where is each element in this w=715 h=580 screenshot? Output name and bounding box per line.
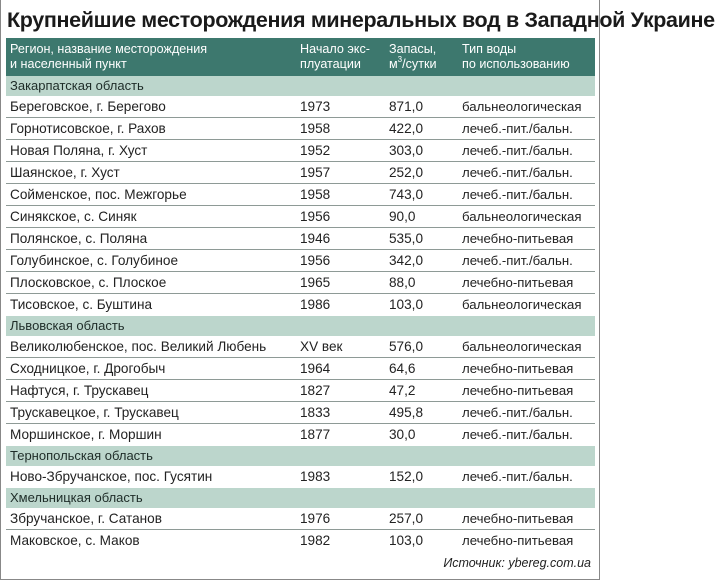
table-row bbox=[6, 184, 595, 206]
table-row bbox=[6, 530, 595, 552]
cell-water-type: лечеб.-пит./бальн. bbox=[462, 253, 573, 268]
cell-deposit: Голубинское, с. Голубиное bbox=[10, 253, 179, 268]
cell-deposit: Новая Поляна, г. Хуст bbox=[10, 143, 148, 158]
cell-water-type: лечеб.-пит./бальн. bbox=[462, 121, 573, 136]
cell-water-type: лечеб.-пит./бальн. bbox=[462, 187, 573, 202]
table-row bbox=[6, 358, 595, 380]
table-row bbox=[6, 466, 595, 488]
cell-deposit: Синякское, с. Синяк bbox=[10, 209, 137, 224]
region-rows bbox=[6, 96, 595, 316]
cell-deposit: Горнотисовское, г. Рахов bbox=[10, 121, 166, 136]
header-region-line1: Регион, название месторождения bbox=[10, 42, 208, 56]
region-section-header bbox=[6, 76, 595, 96]
cell-deposit: Шаянское, г. Хуст bbox=[10, 165, 120, 180]
cell-start-year: XV век bbox=[300, 339, 343, 354]
cell-reserves: 303,0 bbox=[389, 143, 424, 158]
header-type bbox=[462, 42, 570, 72]
cell-water-type: лечебно-питьевая bbox=[462, 511, 574, 526]
region-rows bbox=[6, 508, 595, 552]
cell-start-year: 1958 bbox=[300, 187, 331, 202]
cell-water-type: лечеб.-пит./бальн. bbox=[462, 427, 573, 442]
cell-deposit: Сходницкое, г. Дрогобыч bbox=[10, 361, 166, 376]
header-start bbox=[300, 42, 370, 72]
cell-reserves: 576,0 bbox=[389, 339, 424, 354]
table-row bbox=[6, 508, 595, 530]
header-type-line1: Тип воды bbox=[462, 42, 517, 56]
cell-start-year: 1958 bbox=[300, 121, 331, 136]
table-row bbox=[6, 250, 595, 272]
cell-water-type: лечебно-питьевая bbox=[462, 361, 574, 376]
cell-water-type: лечебно-питьевая bbox=[462, 533, 574, 548]
cell-reserves: 535,0 bbox=[389, 231, 424, 246]
cell-deposit: Сойменское, пос. Межгорье bbox=[10, 187, 187, 202]
header-reserves-unit-sup: 3 bbox=[397, 54, 403, 64]
header-region-line2: и населенный пункт bbox=[10, 57, 127, 71]
region-section-header bbox=[6, 446, 595, 466]
region-name: Закарпатская область bbox=[10, 78, 144, 93]
cell-reserves: 152,0 bbox=[389, 469, 424, 484]
cell-deposit: Береговское, г. Берегово bbox=[10, 99, 166, 114]
header-reserves-unit: м bbox=[389, 57, 398, 71]
cell-deposit: Великолюбенское, пос. Великий Любень bbox=[10, 339, 267, 354]
cell-water-type: лечеб.-пит./бальн. bbox=[462, 165, 573, 180]
cell-start-year: 1976 bbox=[300, 511, 331, 526]
cell-water-type: бальнеологическая bbox=[462, 209, 582, 224]
header-start-line1: Начало экс- bbox=[300, 42, 370, 56]
page-title: Крупнейшие месторождения минеральных вод в Западной Украине bbox=[7, 8, 715, 32]
cell-water-type: бальнеологическая bbox=[462, 297, 582, 312]
cell-start-year: 1956 bbox=[300, 209, 331, 224]
table-row bbox=[6, 140, 595, 162]
cell-reserves: 103,0 bbox=[389, 297, 424, 312]
region-rows bbox=[6, 336, 595, 446]
table-row bbox=[6, 206, 595, 228]
cell-start-year: 1965 bbox=[300, 275, 331, 290]
table-row bbox=[6, 336, 595, 358]
cell-water-type: лечеб.-пит./бальн. bbox=[462, 405, 573, 420]
region-name: Львовская область bbox=[10, 318, 125, 333]
cell-reserves: 495,8 bbox=[389, 405, 424, 420]
cell-reserves: 743,0 bbox=[389, 187, 424, 202]
cell-deposit: Ново-Збручанское, пос. Гусятин bbox=[10, 469, 213, 484]
table-row bbox=[6, 402, 595, 424]
header-reserves-line1: Запасы, bbox=[389, 42, 437, 56]
cell-deposit: Полянское, с. Поляна bbox=[10, 231, 148, 246]
table-row bbox=[6, 118, 595, 140]
header-reserves bbox=[389, 42, 437, 72]
cell-water-type: бальнеологическая bbox=[462, 339, 582, 354]
table-row bbox=[6, 424, 595, 446]
cell-start-year: 1957 bbox=[300, 165, 331, 180]
cell-water-type: лечебно-питьевая bbox=[462, 383, 574, 398]
header-type-line2: по использованию bbox=[462, 57, 570, 71]
cell-start-year: 1973 bbox=[300, 99, 331, 114]
table-header bbox=[6, 38, 595, 76]
table-row bbox=[6, 228, 595, 250]
region-name: Хмельницкая область bbox=[10, 490, 143, 505]
cell-deposit: Тисовское, с. Буштина bbox=[10, 297, 153, 312]
cell-reserves: 422,0 bbox=[389, 121, 424, 136]
cell-water-type: лечебно-питьевая bbox=[462, 275, 574, 290]
cell-start-year: 1877 bbox=[300, 427, 331, 442]
data-table bbox=[6, 38, 595, 552]
table-body bbox=[6, 76, 595, 552]
table-row bbox=[6, 96, 595, 118]
cell-start-year: 1956 bbox=[300, 253, 331, 268]
cell-reserves: 103,0 bbox=[389, 533, 424, 548]
cell-reserves: 30,0 bbox=[389, 427, 416, 442]
table-row bbox=[6, 294, 595, 316]
cell-deposit: Маковское, с. Маков bbox=[10, 533, 140, 548]
cell-deposit: Плосковское, с. Плоское bbox=[10, 275, 167, 290]
cell-water-type: лечеб.-пит./бальн. bbox=[462, 143, 573, 158]
region-section-header bbox=[6, 488, 595, 508]
cell-start-year: 1946 bbox=[300, 231, 331, 246]
cell-deposit: Моршинское, г. Моршин bbox=[10, 427, 162, 442]
table-row bbox=[6, 162, 595, 184]
cell-start-year: 1964 bbox=[300, 361, 331, 376]
cell-reserves: 47,2 bbox=[389, 383, 416, 398]
cell-deposit: Нафтуся, г. Трускавец bbox=[10, 383, 149, 398]
table-row bbox=[6, 380, 595, 402]
cell-start-year: 1983 bbox=[300, 469, 331, 484]
header-region bbox=[10, 42, 207, 72]
cell-reserves: 342,0 bbox=[389, 253, 424, 268]
cell-reserves: 252,0 bbox=[389, 165, 424, 180]
region-name: Тернопольская область bbox=[10, 448, 153, 463]
cell-reserves: 90,0 bbox=[389, 209, 416, 224]
cell-deposit: Збручанское, г. Сатанов bbox=[10, 511, 162, 526]
cell-start-year: 1982 bbox=[300, 533, 331, 548]
region-section-header bbox=[6, 316, 595, 336]
cell-start-year: 1827 bbox=[300, 383, 331, 398]
header-start-line2: плуатации bbox=[300, 57, 361, 71]
cell-reserves: 257,0 bbox=[389, 511, 424, 526]
cell-water-type: лечебно-питьевая bbox=[462, 231, 574, 246]
cell-water-type: бальнеологическая bbox=[462, 99, 582, 114]
cell-deposit: Трускавецкое, г. Трускавец bbox=[10, 405, 179, 420]
table-row bbox=[6, 272, 595, 294]
cell-reserves: 871,0 bbox=[389, 99, 424, 114]
cell-reserves: 64,6 bbox=[389, 361, 416, 376]
header-reserves-line2 bbox=[389, 54, 437, 72]
cell-start-year: 1833 bbox=[300, 405, 331, 420]
cell-start-year: 1986 bbox=[300, 297, 331, 312]
source-note: Источник: ybereg.com.ua bbox=[443, 556, 591, 570]
cell-reserves: 88,0 bbox=[389, 275, 416, 290]
cell-water-type: лечеб.-пит./бальн. bbox=[462, 469, 573, 484]
cell-start-year: 1952 bbox=[300, 143, 331, 158]
header-reserves-unit-post: /сутки bbox=[402, 57, 437, 71]
region-rows bbox=[6, 466, 595, 488]
